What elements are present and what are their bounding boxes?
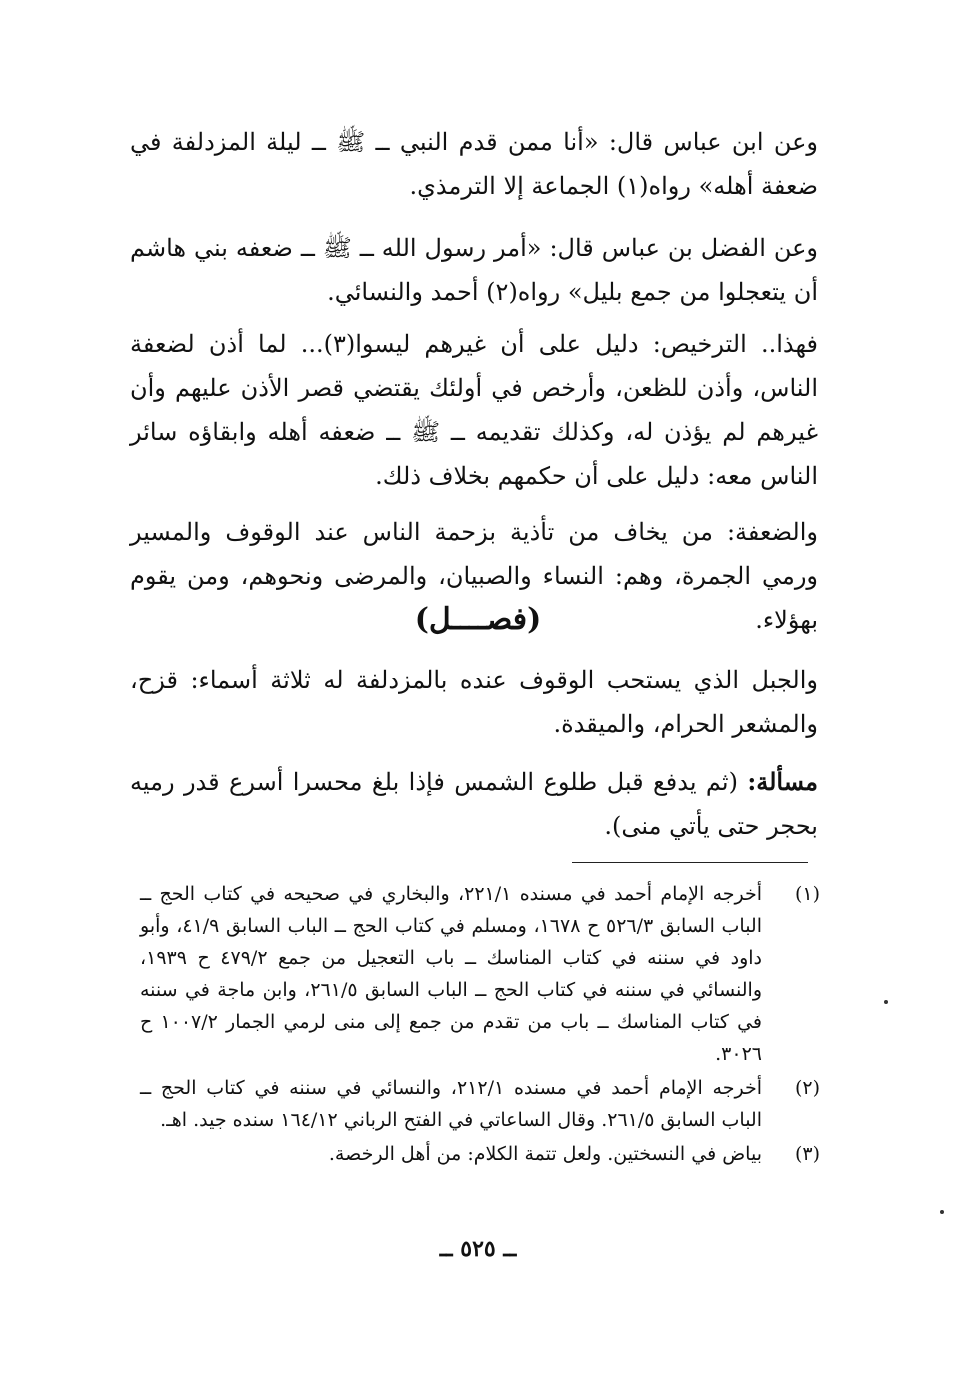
- footnote-1: [140, 878, 820, 1070]
- footnote-number: (٣): [794, 1143, 820, 1165]
- scan-speck: [884, 1000, 888, 1004]
- footnote-3: [140, 1138, 820, 1170]
- paragraph-fadl-ibn-abbas: وعن الفضل بن عباس قال: «أمر رسول الله ــ ﷺ ــ ضعفه بني هاشم أن يتعجلوا من جمع بليل» رواه(٢) أحمد والنسائي.: [130, 234, 818, 306]
- paragraph-mountain-names: والجبل الذي يستحب الوقوف عنده بالمزدلفة له ثلاثة أسماء: قزح، والمشعر الحرام، والميقدة.: [130, 666, 819, 738]
- masala-text: (ثم يدفع قبل طلوع الشمس فإذا بلغ محسرا أسرع قدر رميه بحجر حتى يأتي منى).: [130, 768, 818, 840]
- paragraph-daafa: والضعفة: من يخاف من تأذية بزحمة الناس عند الوقوف والمسير ورمي الجمرة، وهم: النساء والصبيان، والمرضى ونحوهم، ومن يقوم بهؤلاء.: [130, 518, 818, 634]
- scan-speck: [940, 1210, 944, 1214]
- footnote-number: (٢): [794, 1077, 820, 1099]
- section-title: (فصــــل): [414, 602, 542, 637]
- footnote-text: أخرجه الإمام أحمد في مسنده ٢١٢/١، والنسائي في سننه في كتاب الحج ــ الباب السابق ٢٦١/٥. وقال الساعاتي في الفتح الرباني ١٦٤/١٢ سنده جيد. اهـ.: [140, 1077, 762, 1131]
- paragraph-masala: [130, 760, 818, 848]
- footnote-2: [140, 1072, 820, 1136]
- footnotes: [140, 878, 820, 1172]
- footnote-text: أخرجه الإمام أحمد في مسنده ٢٢١/١، والبخاري في صحيحه في كتاب الحج ــ الباب السابق ٥٢٦/٣ ح ١٦٧٨، ومسلم في كتاب الحج ــ الباب السابق ٤١/٩، وأبو داود في سننه في كتاب المناسك ــ باب التعجيل من جمع ٤٧٩/٢ ح ١٩٣٩، والنسائي في سننه في كتاب الحج ــ الباب السابق ٢٦١/٥، وابن ماجة في سننه في كتاب المناسك ــ باب من تقدم من جمع إلى منى لرمي الجمار ١٠٠٧/٢ ح ٣٠٢٦.: [140, 883, 763, 1065]
- footnote-text: بياض في النسختين. ولعل تتمة الكلام: من أهل الرخصة.: [328, 1143, 762, 1165]
- paragraph-tarkhis: فهذا.. الترخيص: دليل على أن غيرهم ليسوا(٣)... لما أذن لضعفة الناس، وأذن للظعن، وأرخص في أولئك يقتضي قصر الأذن عليهم وأن غيرهم لم يؤذن له، وكذلك تقديمه ــ ﷺ ــ ضعفه أهله وابقاؤه سائر الناس معه: دليل على أن حكمهم بخلاف ذلك.: [130, 330, 819, 490]
- page-number: ــ ٥٢٥ ــ: [439, 1236, 517, 1262]
- footnote-divider: [572, 862, 808, 863]
- paragraph-ibn-abbas: وعن ابن عباس قال: «أنا ممن قدم النبي ــ ﷺ ــ ليلة المزدلفة في ضعفة أهله» رواه(١) الجماعة إلا الترمذي.: [130, 128, 818, 200]
- masala-label: مسألة:: [747, 767, 818, 796]
- footnote-number: (١): [794, 883, 820, 905]
